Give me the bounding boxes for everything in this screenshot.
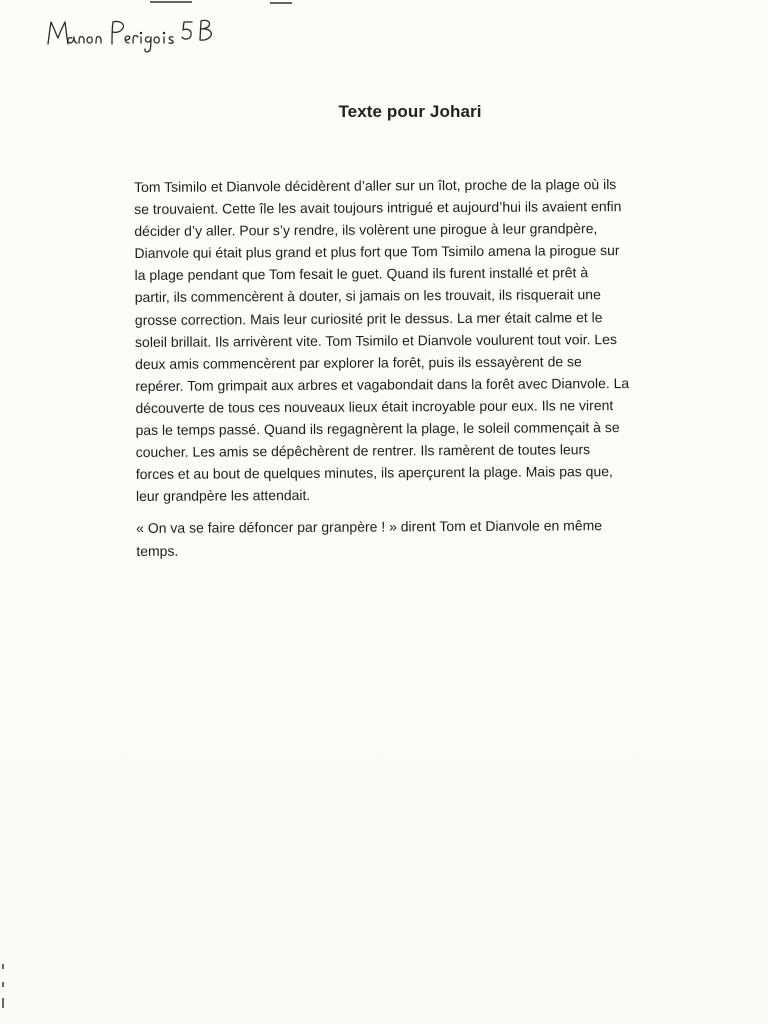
text-line: deux amis commencèrent par explorer la forêt, puis ils essayèrent de se bbox=[135, 353, 582, 372]
text-line: repérer. Tom grimpait aux arbres et vagabondait dans la forêt avec Dianvole. La bbox=[135, 374, 630, 394]
text-line: temps. bbox=[136, 542, 179, 559]
text-line: Tom Tsimilo et Dianvole décidèrent d’aller sur un îlot, proche de la plage où ils bbox=[134, 176, 617, 195]
handwritten-signature bbox=[44, 14, 234, 56]
scan-margin-marks bbox=[0, 960, 8, 1020]
text-line: la plage pendant que Tom fesait le guet. Quand ils furent installé et prêt à bbox=[134, 264, 589, 284]
paragraph-1 bbox=[134, 173, 696, 508]
paragraph-2 bbox=[136, 514, 696, 562]
text-line: « On va se faire défoncer par granpère ! » dirent Tom et Dianvole en même bbox=[136, 517, 603, 537]
text-line: découverte de tous ces nouveaux lieux était incroyable pour eux. Ils ne virent bbox=[135, 397, 614, 416]
text-line: forces et au bout de quelques minutes, ils aperçurent la plage. Mais pas que, bbox=[135, 463, 613, 483]
story-text bbox=[134, 173, 696, 562]
text-line: soleil brillait. Ils arrivèrent vite. Tom Tsimilo et Dianvole voulurent tout voir. Les bbox=[134, 330, 617, 350]
text-line: grosse correction. Mais leur curiosité prit le dessus. La mer était calme et le bbox=[134, 308, 603, 328]
scan-edge-marks bbox=[150, 0, 310, 6]
document-title: Texte pour Johari bbox=[338, 102, 482, 121]
text-line: leur grandpère les attendait. bbox=[135, 487, 311, 505]
text-line: se trouvaient. Cette île les avait toujours intrigué et aujourd’hui ils avaient enfin bbox=[134, 198, 622, 218]
text-line: partir, ils commencèrent à douter, si jamais on les trouvait, ils risquerait une bbox=[134, 286, 601, 306]
text-line: décider d’y aller. Pour s’y rendre, ils volèrent une pirogue à leur grandpère, bbox=[134, 220, 598, 240]
text-line: coucher. Les amis se dépêchèrent de rentrer. Ils ramèrent de toutes leurs bbox=[135, 441, 591, 461]
text-line: pas le temps passé. Quand ils regagnèrent la plage, le soleil commençait à se bbox=[135, 419, 620, 439]
text-line: Dianvole qui était plus grand et plus fort que Tom Tsimilo amena la pirogue sur bbox=[134, 242, 620, 262]
